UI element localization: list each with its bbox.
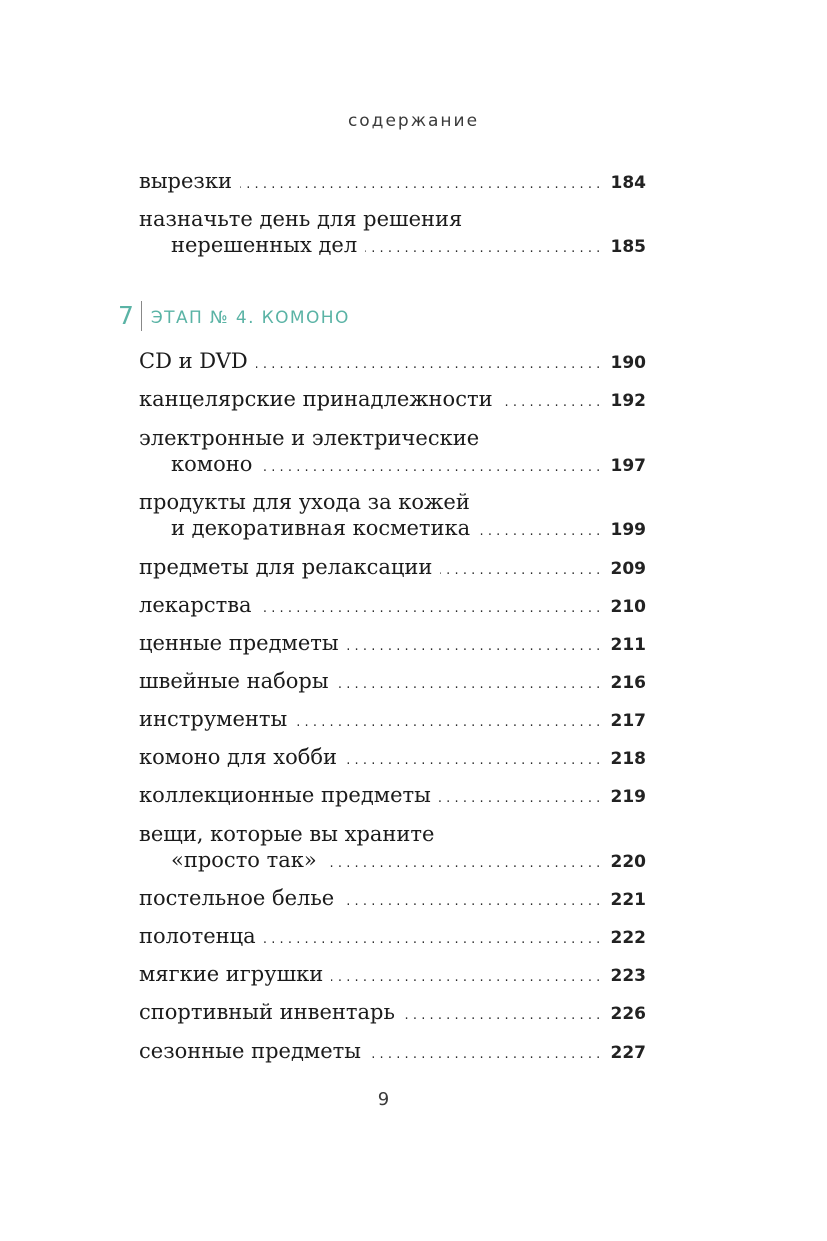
- toc-entry-page: 209: [610, 559, 646, 579]
- dot-leader: [260, 455, 604, 481]
- page-number: 9: [377, 1089, 390, 1110]
- toc-entry-page: 220: [610, 852, 646, 872]
- dot-leader: [295, 710, 604, 736]
- dot-leader: [342, 889, 604, 915]
- dot-leader: [478, 519, 604, 545]
- toc-entry[interactable]: [139, 999, 646, 1025]
- toc-entry-page: 185: [610, 237, 646, 257]
- toc-entry-label: «просто так»: [171, 848, 317, 872]
- toc-entry[interactable]: [139, 782, 646, 808]
- toc-entry-page: 197: [610, 456, 646, 476]
- toc-entry-label: электронные и электрические: [139, 426, 480, 450]
- dot-leader: [501, 390, 605, 416]
- dot-leader: [256, 352, 605, 378]
- toc-entry-page: 210: [610, 597, 646, 617]
- toc-entry[interactable]: [139, 885, 646, 911]
- toc-entry-page: 227: [610, 1043, 646, 1063]
- toc-entry[interactable]: [139, 821, 646, 873]
- toc-entry-page: 184: [610, 173, 646, 193]
- toc-entry-page: 199: [610, 520, 646, 540]
- toc-entry[interactable]: [139, 348, 646, 374]
- chapter-divider: [141, 301, 142, 331]
- dot-leader: [403, 1003, 605, 1029]
- toc-entry-label: нерешенных дел: [171, 233, 358, 257]
- toc-entry-page: 219: [610, 787, 646, 807]
- toc-entry[interactable]: [139, 668, 646, 694]
- toc-entry-label: лекарства: [139, 593, 252, 617]
- dot-leader: [345, 748, 604, 774]
- toc-entry-label: комоно: [171, 452, 253, 476]
- dot-leader: [347, 634, 605, 660]
- toc-entry-label: ценные предметы: [139, 631, 339, 655]
- toc-entry[interactable]: [139, 630, 646, 656]
- toc-entry-label: спортивный инвентарь: [139, 1000, 395, 1024]
- dot-leader: [260, 596, 605, 622]
- toc-entry-page: 218: [610, 749, 646, 769]
- dot-leader: [365, 236, 604, 262]
- dot-leader: [264, 927, 605, 953]
- dot-leader: [325, 851, 605, 877]
- toc-entry-label: продукты для ухода за кожей: [139, 490, 470, 514]
- toc-entry[interactable]: [139, 1038, 646, 1064]
- chapter-title: ЭТАП № 4. КОМОНО: [150, 307, 350, 328]
- toc-entry[interactable]: [139, 168, 646, 194]
- dot-leader: [439, 786, 605, 812]
- toc-entry-page: 226: [610, 1004, 646, 1024]
- toc-entry-label: назначьте день для решения: [139, 207, 463, 231]
- toc-entry[interactable]: [139, 425, 646, 477]
- toc-entry-label: и декоративная косметика: [171, 516, 471, 540]
- toc-entry-label: коллекционные предметы: [139, 783, 431, 807]
- toc-entry-page: 211: [610, 635, 646, 655]
- toc-entry-page: 217: [610, 711, 646, 731]
- toc-entry[interactable]: [139, 706, 646, 732]
- toc-entry-label: полотенца: [139, 924, 256, 948]
- toc-entry-label: CD и DVD: [139, 349, 248, 373]
- toc-entry-label: предметы для релаксации: [139, 555, 433, 579]
- toc-entry-page: 192: [610, 391, 646, 411]
- dot-leader: [369, 1042, 605, 1068]
- chapter-number: 7: [118, 301, 134, 330]
- toc-entry-label: канцелярские принадлежности: [139, 387, 493, 411]
- toc-entry[interactable]: [139, 386, 646, 412]
- toc-entry-page: 223: [610, 966, 646, 986]
- toc-entry-label: вырезки: [139, 169, 232, 193]
- toc-entry-page: 221: [610, 890, 646, 910]
- toc-entry[interactable]: [139, 744, 646, 770]
- toc-entry-label: швейные наборы: [139, 669, 329, 693]
- toc-entry-label: мягкие игрушки: [139, 962, 324, 986]
- toc-entry-page: 190: [610, 353, 646, 373]
- dot-leader: [331, 965, 604, 991]
- toc-entry-label: постельное белье: [139, 886, 335, 910]
- toc-entry[interactable]: [139, 554, 646, 580]
- toc-entry[interactable]: [139, 206, 646, 258]
- toc-entry-label: сезонные предметы: [139, 1039, 361, 1063]
- toc-entry-label: вещи, которые вы храните: [139, 822, 435, 846]
- toc-entry-label: инструменты: [139, 707, 288, 731]
- toc-entry-label: комоно для хобби: [139, 745, 338, 769]
- toc-entry[interactable]: [139, 923, 646, 949]
- page-header: содержание: [347, 111, 480, 131]
- toc-entry-page: 216: [610, 673, 646, 693]
- toc-entry[interactable]: [139, 592, 646, 618]
- toc-entry-page: 222: [610, 928, 646, 948]
- chapter-heading[interactable]: [118, 300, 350, 332]
- dot-leader: [240, 172, 605, 198]
- dot-leader: [440, 558, 604, 584]
- dot-leader: [337, 672, 605, 698]
- toc-entry[interactable]: [139, 489, 646, 541]
- toc-entry[interactable]: [139, 961, 646, 987]
